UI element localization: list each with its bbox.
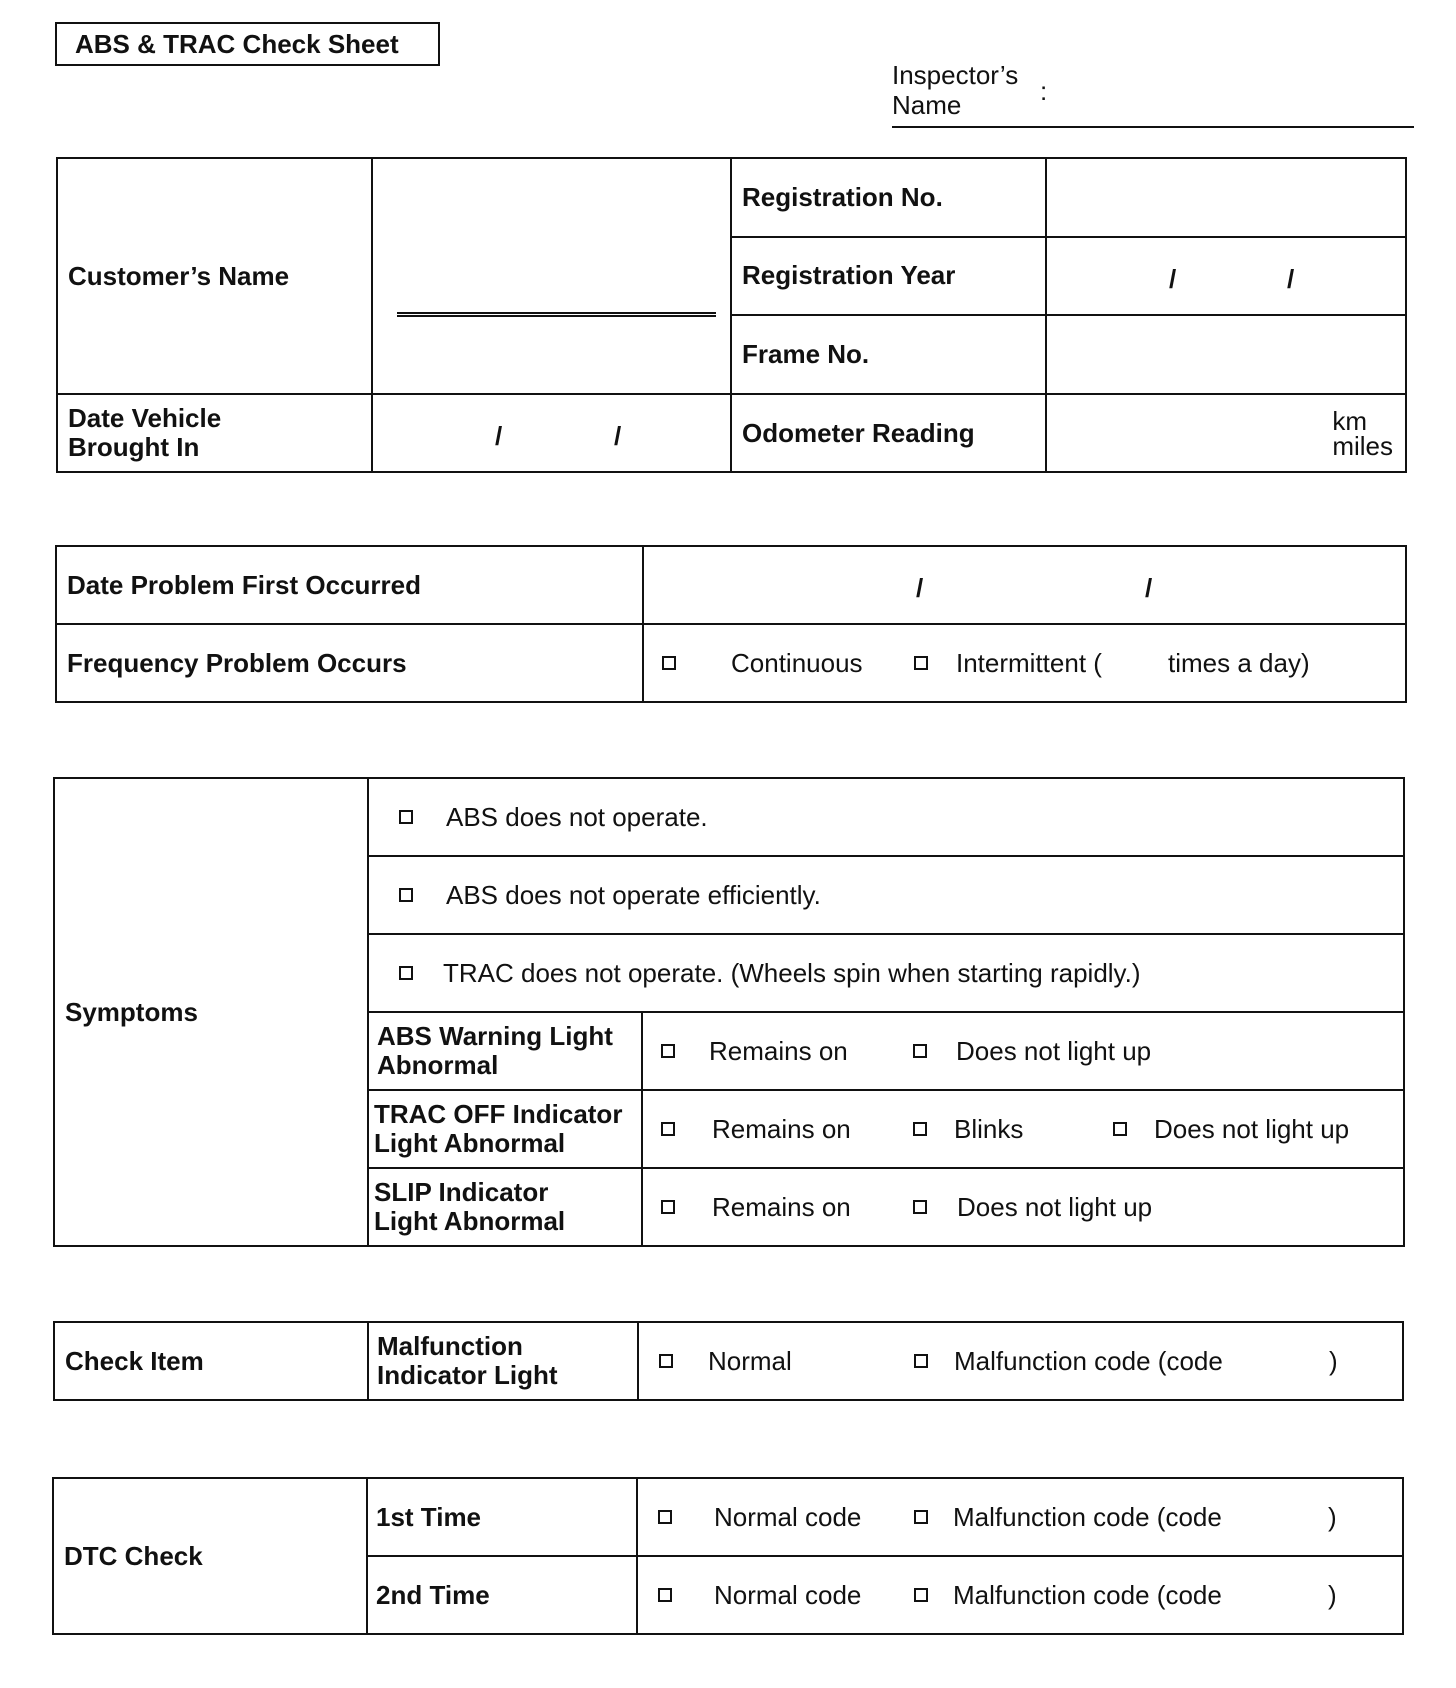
trac-off-remains-on-checkbox[interactable]	[661, 1122, 675, 1136]
inspector-colon: :	[1040, 76, 1048, 106]
continuous-checkbox[interactable]	[662, 656, 676, 670]
trac-off-options	[642, 1090, 1404, 1168]
abs-warning-not-light-checkbox[interactable]	[913, 1044, 927, 1058]
trac-not-operate-row	[368, 934, 1404, 1012]
times-a-day-label: times a day)	[1168, 648, 1310, 678]
abs-warning-options	[642, 1012, 1404, 1090]
trac-not-operate-label: TRAC does not operate. (Wheels spin when starting rapidly.)	[443, 958, 1141, 988]
dtc-second-malfunction-label: Malfunction code (code	[953, 1580, 1222, 1610]
abs-not-operate-label: ABS does not operate.	[446, 802, 708, 832]
problem-table	[55, 545, 1407, 703]
registration-no-field[interactable]	[1046, 158, 1406, 237]
slip-remains-on-label: Remains on	[712, 1192, 851, 1222]
dtc-first-time-label: 1st Time	[367, 1478, 637, 1556]
mil-label: Malfunction Indicator Light	[368, 1322, 638, 1400]
odometer-label: Odometer Reading	[731, 394, 1046, 472]
dtc-first-time-options	[637, 1478, 1403, 1556]
registration-year-field[interactable]	[1046, 237, 1406, 316]
dtc-second-malfunction-checkbox[interactable]	[914, 1588, 928, 1602]
mil-normal-checkbox[interactable]	[659, 1354, 673, 1368]
slip-options	[642, 1168, 1404, 1246]
date-separator: /	[1145, 573, 1153, 603]
mil-close-paren: )	[1329, 1346, 1338, 1376]
registration-year-label: Registration Year	[731, 237, 1046, 316]
slip-not-light-label: Does not light up	[957, 1192, 1153, 1222]
dtc-first-close-paren: )	[1328, 1502, 1337, 1532]
mil-malfunction-label: Malfunction code (code	[954, 1346, 1223, 1376]
odometer-unit-miles: miles	[1332, 431, 1393, 461]
dtc-second-normal-label: Normal code	[714, 1580, 862, 1610]
abs-not-efficient-row	[368, 856, 1404, 934]
trac-off-blinks-label: Blinks	[954, 1114, 1024, 1144]
mil-options	[638, 1322, 1403, 1400]
abs-warning-remains-on-label: Remains on	[709, 1036, 848, 1066]
mil-malfunction-checkbox[interactable]	[914, 1354, 928, 1368]
slip-label: SLIP Indicator Light Abnormal	[368, 1168, 642, 1246]
intermittent-label: Intermittent (	[956, 648, 1102, 678]
date-first-occurred-field[interactable]	[643, 546, 1406, 624]
frequency-field	[643, 624, 1406, 702]
trac-off-not-light-checkbox[interactable]	[1113, 1122, 1127, 1136]
dtc-second-close-paren: )	[1328, 1580, 1337, 1610]
date-brought-in-label: Date Vehicle Brought In	[57, 394, 372, 472]
date-separator: /	[916, 573, 924, 603]
trac-not-operate-checkbox[interactable]	[399, 966, 413, 980]
abs-warning-remains-on-checkbox[interactable]	[661, 1044, 675, 1058]
abs-not-efficient-label: ABS does not operate efficiently.	[446, 880, 821, 910]
dtc-first-malfunction-label: Malfunction code (code	[953, 1502, 1222, 1532]
dtc-check-label: DTC Check	[53, 1478, 367, 1634]
check-item-label: Check Item	[54, 1322, 368, 1400]
date-first-occurred-label: Date Problem First Occurred	[56, 546, 643, 624]
frequency-label: Frequency Problem Occurs	[56, 624, 643, 702]
dtc-second-normal-checkbox[interactable]	[658, 1588, 672, 1602]
trac-off-not-light-label: Does not light up	[1154, 1114, 1350, 1144]
odometer-unit-km: km	[1332, 406, 1367, 436]
sheet-title: ABS & TRAC Check Sheet	[55, 22, 440, 66]
check-item-table	[53, 1321, 1404, 1401]
continuous-label: Continuous	[731, 648, 863, 678]
date-separator: /	[1287, 263, 1295, 294]
abs-not-operate-row	[368, 778, 1404, 856]
abs-warning-not-light-label: Does not light up	[956, 1036, 1152, 1066]
symptoms-table	[53, 777, 1405, 1247]
odometer-field[interactable]	[1046, 394, 1406, 472]
dtc-second-time-label: 2nd Time	[367, 1556, 637, 1634]
trac-off-remains-on-label: Remains on	[712, 1114, 851, 1144]
registration-no-label: Registration No.	[731, 158, 1046, 237]
dtc-check-table	[52, 1477, 1404, 1635]
date-brought-in-field[interactable]	[372, 394, 731, 472]
trac-off-label: TRAC OFF Indicator Light Abnormal	[368, 1090, 642, 1168]
inspector-name-field[interactable]	[892, 60, 1414, 128]
dtc-first-normal-checkbox[interactable]	[658, 1510, 672, 1524]
dtc-first-malfunction-checkbox[interactable]	[914, 1510, 928, 1524]
slip-not-light-checkbox[interactable]	[913, 1200, 927, 1214]
date-separator: /	[1169, 263, 1177, 294]
frame-no-field[interactable]	[1046, 315, 1406, 394]
dtc-second-time-options	[637, 1556, 1403, 1634]
abs-not-efficient-checkbox[interactable]	[399, 888, 413, 902]
customer-name-label: Customer’s Name	[57, 158, 372, 394]
inspector-name-label: Inspector’s Name	[892, 60, 1019, 120]
vehicle-info-table	[56, 157, 1407, 473]
mil-normal-label: Normal	[708, 1346, 792, 1376]
date-separator: /	[495, 421, 503, 451]
customer-name-field[interactable]	[372, 158, 731, 394]
abs-not-operate-checkbox[interactable]	[399, 810, 413, 824]
trac-off-blinks-checkbox[interactable]	[913, 1122, 927, 1136]
date-separator: /	[614, 421, 622, 451]
abs-warning-label: ABS Warning Light Abnormal	[368, 1012, 642, 1090]
slip-remains-on-checkbox[interactable]	[661, 1200, 675, 1214]
dtc-first-normal-label: Normal code	[714, 1502, 862, 1532]
frame-no-label: Frame No.	[731, 315, 1046, 394]
symptoms-label: Symptoms	[54, 778, 368, 1246]
intermittent-checkbox[interactable]	[914, 656, 928, 670]
